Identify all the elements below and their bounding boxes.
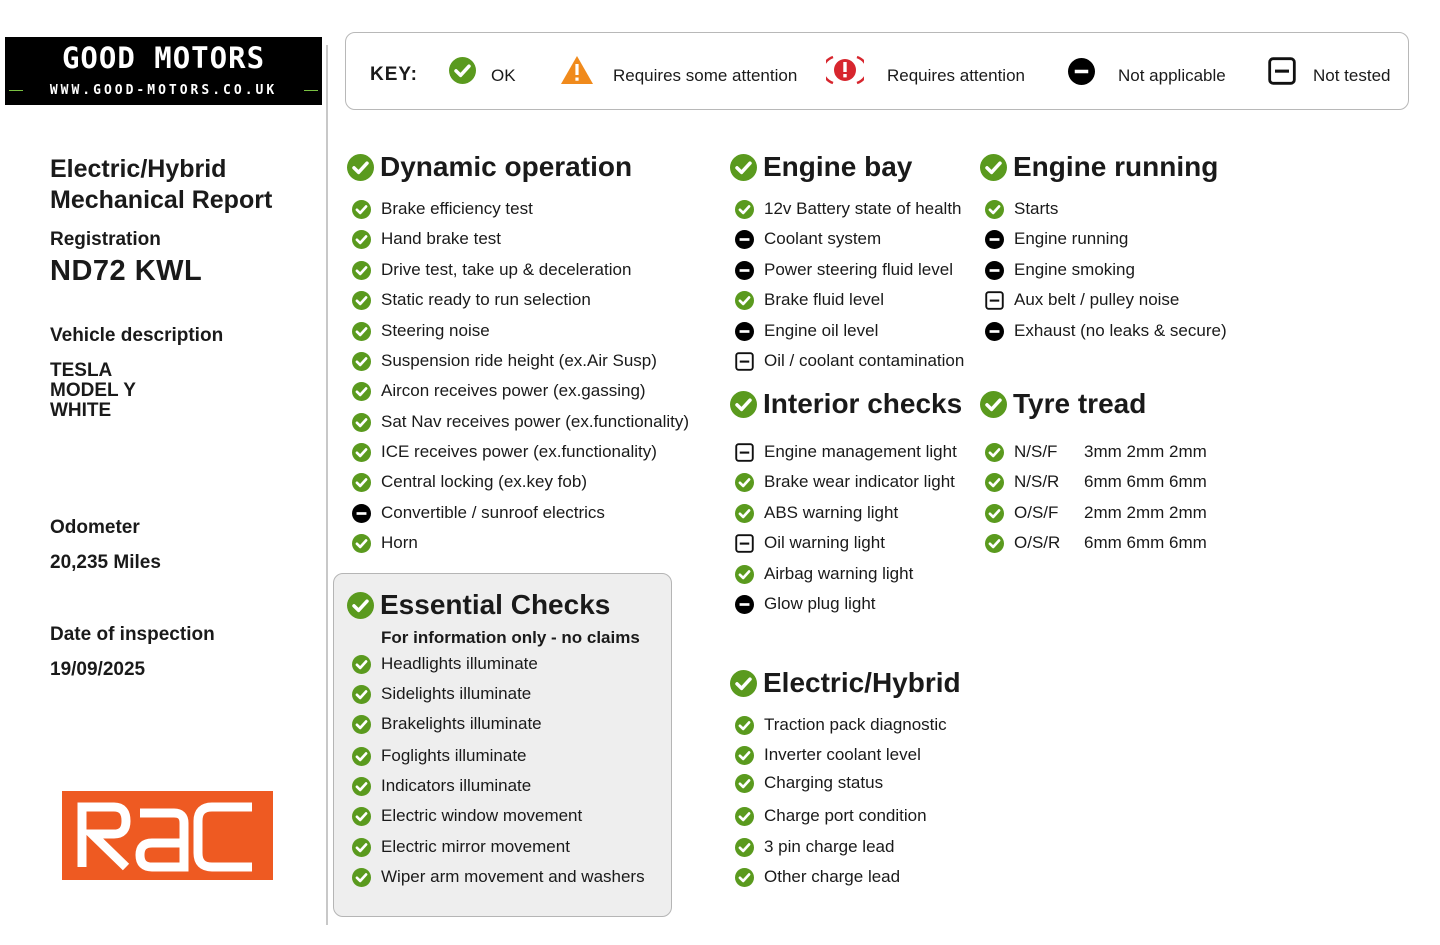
inspection-date-label: Date of inspection [50,624,215,645]
check-item [735,502,898,524]
check-item-label: Hand brake test [381,229,502,248]
tyre-tread-depth: 6mm 6mm 6mm [1084,472,1207,491]
ok-check-icon [352,807,371,826]
tyre-position: O/S/R [1014,533,1061,552]
check-item [352,441,657,463]
tyre-tread-depth: 2mm 2mm 2mm [1084,503,1207,522]
not-tested-icon [985,291,1004,310]
engine-running-title: Engine running [1013,151,1219,182]
ok-check-icon [352,655,371,674]
not-applicable-icon [735,322,754,341]
check-item [735,563,913,585]
ok-check-icon [352,868,371,887]
check-item-label: Suspension ride height (ex.Air Susp) [381,351,657,370]
ok-check-icon [352,473,371,492]
logo-url: WWW.GOOD-MOTORS.CO.UK [49,83,278,98]
check-item-label: Engine running [1014,229,1129,248]
check-item [735,259,953,281]
not-tested-icon [735,534,754,553]
check-item [352,380,646,402]
check-item-label: Oil / coolant contamination [764,351,965,370]
check-item [352,775,531,797]
not-applicable-icon [735,261,754,280]
vehicle-description-label: Vehicle description [50,325,224,346]
odometer-label: Odometer [50,517,140,538]
tyre-position: N/S/F [1014,442,1058,461]
check-item-label: Aux belt / pulley noise [1014,290,1180,309]
dynamic-operation-title: Dynamic operation [380,151,633,182]
check-item [352,805,582,827]
check-item [735,805,927,827]
alert-exclamation-icon [826,54,864,86]
inspection-date-value: 19/09/2025 [50,659,146,680]
check-item-label: Electric mirror movement [381,837,570,856]
check-item-label: Exhaust (no leaks & secure) [1014,321,1227,340]
not-tested-icon [735,352,754,371]
engine-bay-heading [730,151,912,183]
check-item-label: Electric window movement [381,806,583,825]
check-item-label: Other charge lead [764,867,901,886]
ok-check-icon [352,200,371,219]
ok-check-icon [985,473,1004,492]
ok-check-icon [980,391,1007,418]
check-item-label: Brake efficiency test [381,199,533,218]
check-item [352,532,418,554]
check-item-label: Drive test, take up & deceleration [381,260,632,279]
check-item [352,836,570,858]
check-item [985,198,1058,220]
check-item-label: Convertible / sunroof electrics [381,503,605,522]
check-item [352,866,645,888]
odometer-value: 20,235 Miles [50,552,161,573]
check-item-label: ABS warning light [764,503,899,522]
ok-check-icon [735,746,754,765]
check-item-label: Brakelights illuminate [381,714,542,733]
ok-check-icon [352,261,371,280]
check-item-label: Engine oil level [764,321,879,340]
key-label: KEY: [370,64,418,85]
report-title-line1: Electric/Hybrid [50,155,227,183]
check-item [735,532,885,554]
check-item [352,683,531,705]
check-item [985,441,1207,463]
check-item [735,441,957,463]
tyre-position: N/S/R [1014,472,1060,491]
ok-check-icon [352,534,371,553]
ok-check-icon [985,443,1004,462]
ok-check-icon [735,200,754,219]
check-item [735,471,955,493]
check-item-label: Oil warning light [764,533,885,552]
good-motors-logo [5,37,322,105]
ok-check-icon [352,413,371,432]
not-tested-icon [735,443,754,462]
check-item [352,745,527,767]
ok-check-icon [985,200,1004,219]
not-applicable-icon [985,230,1004,249]
ok-check-icon [735,838,754,857]
warning-triangle-icon [560,55,594,85]
ok-check-icon [449,57,476,84]
check-item [352,228,501,250]
ok-check-icon [352,291,371,310]
ok-check-icon [735,807,754,826]
check-item-label: Starts [1014,199,1059,218]
vehicle-make: TESLA [50,360,113,381]
electric-hybrid-title: Electric/Hybrid [763,667,961,698]
interior-checks-title: Interior checks [763,388,963,419]
ok-check-icon [730,391,757,418]
check-item [352,653,538,675]
ok-check-icon [352,322,371,341]
ok-check-icon [985,504,1004,523]
not-tested-icon [1268,57,1296,85]
vertical-divider [326,45,328,925]
check-item [735,320,878,342]
check-item-label: Charge port condition [764,806,927,825]
engine-bay-title: Engine bay [763,151,913,182]
check-item [735,228,881,250]
status-key-panel [345,32,1409,110]
check-item-label: Steering noise [381,321,490,340]
check-item-label: 3 pin charge lead [764,837,895,856]
ok-check-icon [735,291,754,310]
check-item [352,320,490,342]
check-item [735,593,876,615]
check-item [352,713,542,735]
ok-check-icon [352,838,371,857]
ok-check-icon [347,154,374,181]
ok-check-icon [735,504,754,523]
check-item [985,228,1128,250]
check-item-label: Static ready to run selection [381,290,591,309]
check-item [985,502,1207,524]
ok-check-icon [735,868,754,887]
key-warning-text: Requires some attention [613,66,798,85]
tyre-tread-depth: 6mm 6mm 6mm [1084,533,1207,552]
check-item [352,259,631,281]
check-item [352,502,605,524]
key-nt-text: Not tested [1313,66,1391,85]
check-item [735,866,900,888]
not-applicable-icon [735,230,754,249]
check-item [735,289,884,311]
logo-name: GOOD MOTORS [61,41,266,75]
essential-checks-heading [347,589,610,621]
check-item [735,744,921,766]
engine-running-heading [980,151,1218,183]
check-item-label: Sidelights illuminate [381,684,532,703]
check-item-label: Sat Nav receives power (ex.functionality) [381,412,690,431]
vehicle-model: MODEL Y [50,380,136,401]
check-item-label: Brake fluid level [764,290,885,309]
check-item-label: Brake wear indicator light [764,472,955,491]
check-item [985,471,1207,493]
check-item [985,289,1179,311]
ok-check-icon [730,154,757,181]
not-applicable-icon [1068,58,1095,85]
ok-check-icon [352,382,371,401]
check-item-label: Coolant system [764,229,882,248]
tyre-position: O/S/F [1014,503,1059,522]
key-alert-text: Requires attention [887,66,1025,85]
check-item-label: 12v Battery state of health [764,199,962,218]
check-item-label: Horn [381,533,418,552]
ok-check-icon [985,534,1004,553]
registration-value: ND72 KWL [50,255,203,287]
electric-hybrid-heading [730,667,961,699]
check-item-label: Inverter coolant level [764,745,921,764]
report-title-line2: Mechanical Report [50,186,273,214]
check-item-label: Foglights illuminate [381,746,527,765]
ok-check-icon [352,443,371,462]
check-item-label: Engine management light [764,442,957,461]
check-item [735,714,947,736]
rac-logo [62,791,273,880]
ok-check-icon [730,670,757,697]
check-item [352,471,587,493]
check-item [735,350,964,372]
check-item [352,350,657,372]
ok-check-icon [352,715,371,734]
check-item-label: Power steering fluid level [764,260,953,279]
check-item-label: Indicators illuminate [381,776,532,795]
ok-check-icon [735,565,754,584]
check-item-label: Charging status [764,773,884,792]
not-applicable-icon [735,595,754,614]
essential-checks-subtitle: For information only - no claims [381,628,640,647]
rac-logo-mark [62,791,273,880]
tyre-tread-title: Tyre tread [1013,388,1147,419]
check-item [985,259,1135,281]
ok-check-icon [347,592,374,619]
check-item [352,198,533,220]
interior-checks-heading [730,388,962,420]
ok-check-icon [352,777,371,796]
check-item-label: Central locking (ex.key fob) [381,472,587,491]
ok-check-icon [735,774,754,793]
ok-check-icon [735,716,754,735]
dynamic-operation-heading [347,151,632,183]
key-ok-text: OK [491,66,516,85]
key-na-text: Not applicable [1118,66,1226,85]
not-applicable-icon [985,322,1004,341]
essential-checks-title: Essential Checks [380,589,611,620]
check-item [735,198,962,220]
check-item-label: ICE receives power (ex.functionality) [381,442,657,461]
ok-check-icon [352,747,371,766]
ok-check-icon [735,473,754,492]
check-item-label: Glow plug light [764,594,876,613]
check-item [985,532,1207,554]
vehicle-colour: WHITE [50,400,112,421]
ok-check-icon [352,230,371,249]
check-item-label: Wiper arm movement and washers [381,867,645,886]
check-item-label: Traction pack diagnostic [764,715,947,734]
check-item [985,320,1227,342]
check-item [735,772,883,794]
registration-label: Registration [50,229,161,250]
ok-check-icon [352,352,371,371]
check-item-label: Aircon receives power (ex.gassing) [381,381,646,400]
not-applicable-icon [985,261,1004,280]
ok-check-icon [352,685,371,704]
tyre-tread-depth: 3mm 2mm 2mm [1084,442,1207,461]
check-item-label: Engine smoking [1014,260,1135,279]
check-item [352,289,591,311]
not-applicable-icon [352,504,371,523]
check-item [735,836,894,858]
check-item-label: Headlights illuminate [381,654,538,673]
check-item-label: Airbag warning light [764,564,914,583]
ok-check-icon [980,154,1007,181]
logo-rule-right [304,90,318,91]
check-item [352,411,689,433]
tyre-tread-heading [980,388,1146,420]
